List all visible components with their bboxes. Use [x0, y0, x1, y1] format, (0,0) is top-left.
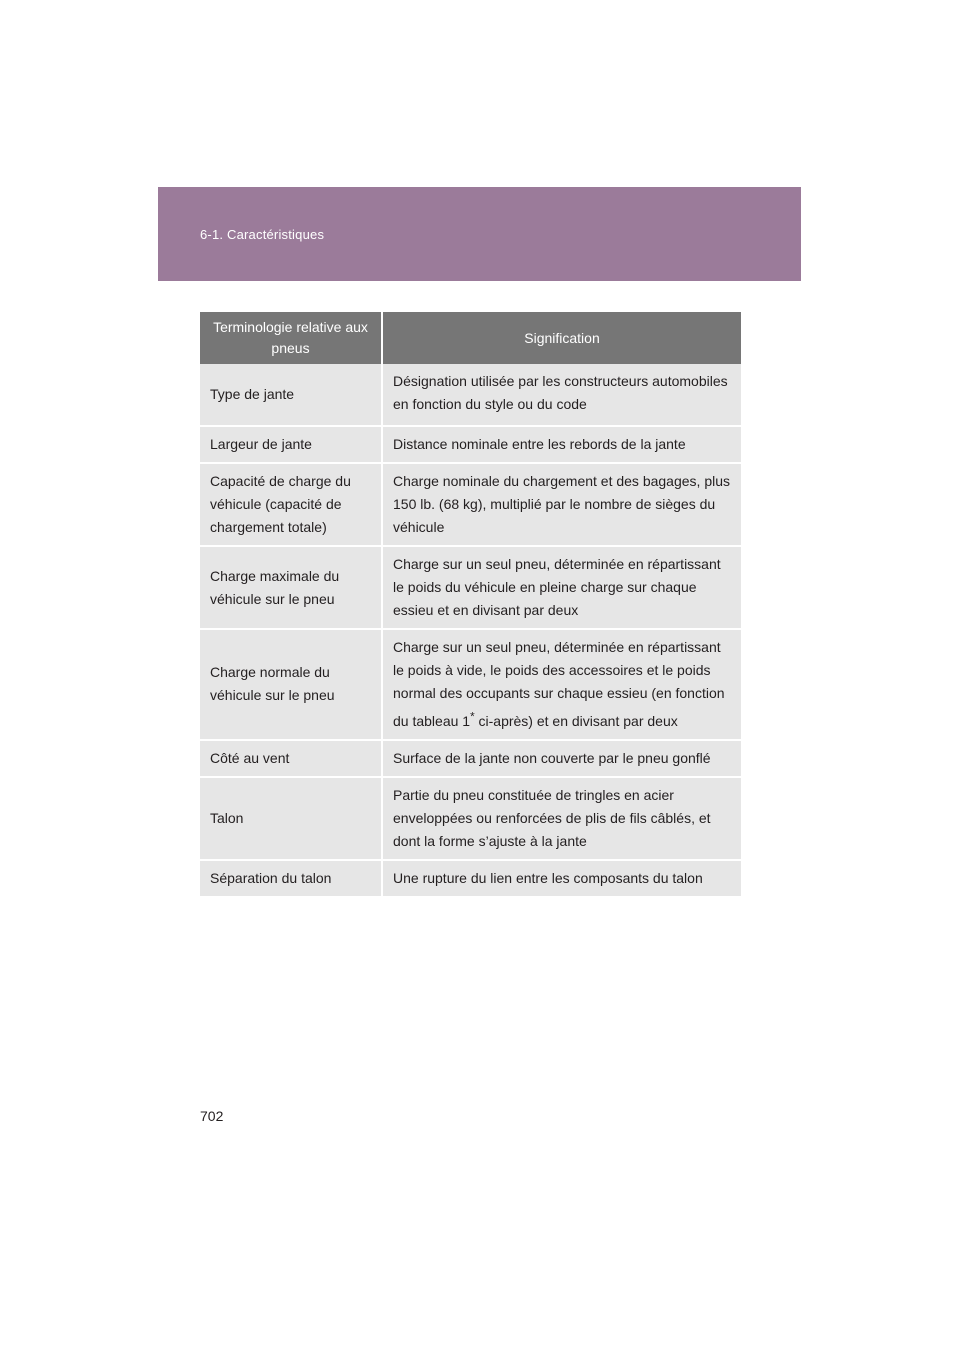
meaning-cell [382, 629, 741, 740]
table-row [200, 740, 741, 777]
table-row [200, 777, 741, 860]
meaning-cell: Charge sur un seul pneu, déterminée en répartissant le poids du véhicule en pleine charge sur chaque essieu et en divisant par deux [382, 546, 741, 629]
meaning-cell: Charge nominale du chargement et des bagages, plus 150 lb. (68 kg), multiplié par le nombre de sièges du véhicule [382, 463, 741, 546]
term-cell: Type de jante [200, 364, 382, 426]
meaning-cell: Distance nominale entre les rebords de la jante [382, 426, 741, 463]
meaning-cell: Une rupture du lien entre les composants du talon [382, 860, 741, 897]
term-cell: Séparation du talon [200, 860, 382, 897]
section-title: 6-1. Caractéristiques [200, 227, 325, 242]
footnote-asterisk: * [470, 710, 475, 723]
term-cell: Talon [200, 777, 382, 860]
meaning-cell: Partie du pneu constituée de tringles en acier enveloppées ou renforcées de plis de fils câblés, et dont la forme s’ajuste à la jante [382, 777, 741, 860]
table-row [200, 426, 741, 463]
table-header-row [200, 312, 741, 364]
term-cell: Largeur de jante [200, 426, 382, 463]
section-header-band [158, 187, 801, 281]
table-row [200, 629, 741, 740]
term-cell: Côté au vent [200, 740, 382, 777]
table-row [200, 364, 741, 426]
column-header-meaning: Signification [382, 312, 741, 364]
term-cell: Charge maximale du véhicule sur le pneu [200, 546, 382, 629]
meaning-cell: Désignation utilisée par les constructeurs automobiles en fonction du style ou du code [382, 364, 741, 426]
term-cell: Charge normale du véhicule sur le pneu [200, 629, 382, 740]
column-header-term: Terminologie relative aux pneus [200, 312, 382, 364]
term-cell: Capacité de charge du véhicule (capacité de chargement totale) [200, 463, 382, 546]
page-number: 702 [200, 1108, 224, 1124]
table-row [200, 546, 741, 629]
tire-terminology-table [200, 312, 741, 898]
meaning-text: Charge sur un seul pneu, déterminée en répartissant le poids à vide, le poids des accessoires et le poids normal des occupants sur chaque essieu (en fonction du tableau 1* ci-après) et en divisant par deux [393, 639, 725, 729]
table-row [200, 860, 741, 897]
meaning-cell: Surface de la jante non couverte par le pneu gonflé [382, 740, 741, 777]
table-row [200, 463, 741, 546]
